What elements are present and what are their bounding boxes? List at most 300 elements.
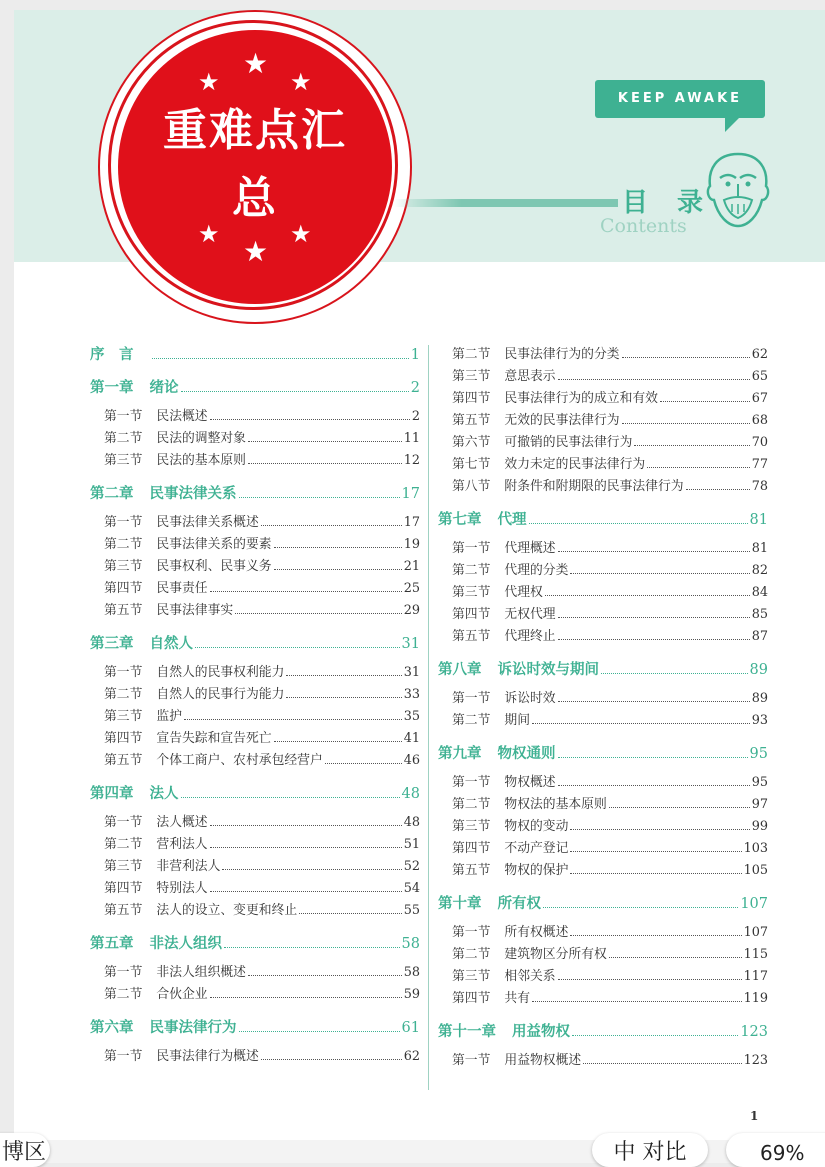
- dot-leader: [261, 525, 402, 526]
- section-page: 35: [403, 709, 420, 724]
- dot-leader: [558, 617, 750, 618]
- section-number: 第三节: [452, 969, 491, 984]
- toc-section-row[interactable]: [438, 343, 768, 365]
- stamp-text-line2: 总: [232, 173, 278, 224]
- toc-section-row[interactable]: [438, 559, 768, 581]
- toc-section-row[interactable]: [90, 1045, 420, 1067]
- chapter-number: 第三章: [90, 635, 134, 652]
- section-page: 119: [743, 991, 768, 1006]
- toc-section-row[interactable]: [90, 833, 420, 855]
- section-number: 第五节: [104, 603, 143, 618]
- section-page: 25: [403, 581, 420, 596]
- section-page: 62: [751, 347, 768, 362]
- chapter-title: 用益物权: [512, 1023, 570, 1040]
- section-title: 宣告失踪和宣告死亡: [156, 731, 272, 746]
- section-title: 民法的基本原则: [156, 453, 246, 468]
- section-title: 意思表示: [504, 369, 556, 384]
- toc-section-row[interactable]: [90, 749, 420, 771]
- section-page: 81: [751, 541, 768, 556]
- section-page: 78: [751, 479, 768, 494]
- section-number: 第三节: [104, 859, 143, 874]
- section-number: 第一节: [104, 409, 143, 424]
- toc-section-row[interactable]: [90, 661, 420, 683]
- section-number: 第四节: [104, 581, 143, 596]
- toc-section-row[interactable]: [438, 687, 768, 709]
- chapter-number: 第八章: [438, 661, 482, 678]
- section-title: 效力未定的民事法律行为: [504, 457, 646, 472]
- section-page: 93: [751, 713, 768, 728]
- section-title: 法人概述: [156, 815, 208, 830]
- star-icon: ★: [243, 235, 269, 268]
- section-title: 物权的变动: [504, 819, 569, 834]
- toc-section-row[interactable]: [90, 599, 420, 621]
- dot-leader: [601, 673, 748, 674]
- section-title: 监护: [156, 709, 182, 724]
- dot-leader: [686, 489, 750, 490]
- section-title: 特别法人: [156, 881, 208, 896]
- section-page: 12: [403, 453, 420, 468]
- section-number: 第二节: [452, 713, 491, 728]
- section-number: 第五节: [104, 753, 143, 768]
- toc-section-row[interactable]: [438, 603, 768, 625]
- dot-leader: [572, 1035, 738, 1036]
- toc-chapter-row[interactable]: [90, 482, 420, 504]
- section-page: 65: [751, 369, 768, 384]
- dot-leader: [181, 391, 409, 392]
- chapter-page: 48: [401, 786, 420, 802]
- dot-leader: [261, 1059, 402, 1060]
- section-number: 第二节: [104, 431, 143, 446]
- chapter-number: 序 言: [90, 346, 134, 363]
- toc-right-column: [438, 343, 768, 1071]
- toc-chapter-row[interactable]: [438, 1020, 768, 1042]
- section-title: 民事法律关系概述: [156, 515, 259, 530]
- dot-leader: [152, 358, 409, 359]
- dot-leader: [529, 523, 748, 524]
- section-number: 第二节: [452, 797, 491, 812]
- section-page: 54: [403, 881, 420, 896]
- chapter-number: 第六章: [90, 1019, 134, 1036]
- dot-leader: [181, 797, 400, 798]
- dot-leader: [222, 869, 401, 870]
- dot-leader: [532, 723, 750, 724]
- dot-leader: [570, 935, 741, 936]
- keep-awake-badge: KEEP AWAKE: [595, 80, 765, 118]
- section-page: 117: [743, 969, 768, 984]
- document-page: [14, 10, 825, 1140]
- section-page: 103: [743, 841, 768, 856]
- dot-leader: [570, 873, 741, 874]
- toc-section-row[interactable]: [438, 387, 768, 409]
- section-title: 个体工商户、农村承包经营户: [156, 753, 323, 768]
- toc-section-row[interactable]: [438, 475, 768, 497]
- toc-section-row[interactable]: [438, 537, 768, 559]
- toc-chapter-row[interactable]: [90, 932, 420, 954]
- chapter-title: 民事法律行为: [149, 1019, 237, 1036]
- dot-leader: [248, 975, 402, 976]
- dot-leader: [543, 907, 738, 908]
- section-title: 代理概述: [504, 541, 556, 556]
- section-title: 物权的保护: [504, 863, 569, 878]
- section-page: 95: [751, 775, 768, 790]
- toc-chapter-row[interactable]: [90, 1016, 420, 1038]
- dot-leader: [622, 357, 750, 358]
- dot-leader: [532, 1001, 742, 1002]
- toc-chapter-row[interactable]: [90, 376, 420, 398]
- section-number: 第一节: [452, 925, 491, 940]
- toc-chapter-row[interactable]: [438, 658, 768, 680]
- dot-leader: [558, 701, 750, 702]
- compare-button[interactable]: 中 对比: [592, 1133, 708, 1167]
- toc-section-row[interactable]: [90, 533, 420, 555]
- section-page: 105: [743, 863, 768, 878]
- dot-leader: [634, 445, 749, 446]
- section-title: 附条件和附期限的民事法律行为: [504, 479, 684, 494]
- dot-leader: [583, 1063, 741, 1064]
- section-title: 民法概述: [156, 409, 208, 424]
- toc-section-row[interactable]: [438, 1049, 768, 1071]
- dot-leader: [325, 763, 402, 764]
- section-page: 33: [403, 687, 420, 702]
- toc-section-row[interactable]: [438, 771, 768, 793]
- section-page: 46: [403, 753, 420, 768]
- toc-section-row[interactable]: [438, 793, 768, 815]
- toc-section-row[interactable]: [438, 921, 768, 943]
- section-page: 58: [403, 965, 420, 980]
- section-title: 物权法的基本原则: [504, 797, 607, 812]
- toc-left-column: [90, 343, 420, 1067]
- section-page: 59: [403, 987, 420, 1002]
- toc-section-row[interactable]: [90, 577, 420, 599]
- section-title: 民事法律行为概述: [156, 1049, 259, 1064]
- dot-leader: [660, 401, 750, 402]
- section-number: 第一节: [452, 775, 491, 790]
- section-number: 第二节: [104, 687, 143, 702]
- section-page: 31: [403, 665, 420, 680]
- toc-section-row[interactable]: [90, 555, 420, 577]
- section-title: 诉讼时效: [504, 691, 556, 706]
- toc-section-row[interactable]: [438, 965, 768, 987]
- section-page: 82: [751, 563, 768, 578]
- chapter-title: 诉讼时效与期间: [497, 661, 599, 678]
- chapter-title: 法人: [149, 785, 179, 802]
- section-number: 第二节: [452, 347, 491, 362]
- chapter-number: 第一章: [90, 379, 134, 396]
- section-number: 第三节: [104, 453, 143, 468]
- dot-leader: [299, 913, 402, 914]
- dot-leader: [195, 647, 400, 648]
- section-title: 相邻关系: [504, 969, 556, 984]
- toc-subtitle: Contents: [600, 215, 687, 237]
- star-icon: ★: [290, 220, 312, 248]
- dot-leader: [622, 423, 750, 424]
- star-icon: ★: [243, 47, 269, 80]
- toc-chapter-row[interactable]: [90, 343, 420, 365]
- toc-section-row[interactable]: [438, 859, 768, 881]
- toc-section-row[interactable]: [90, 899, 420, 921]
- dot-leader: [570, 573, 749, 574]
- section-title: 民事法律关系的要素: [156, 537, 272, 552]
- chapter-title: 民事法律关系: [149, 485, 237, 502]
- section-page: 107: [743, 925, 768, 940]
- chapter-page: 1: [410, 347, 420, 363]
- dot-leader: [286, 697, 401, 698]
- toc-section-row[interactable]: [438, 943, 768, 965]
- section-number: 第三节: [452, 585, 491, 600]
- section-title: 民事法律事实: [156, 603, 234, 618]
- section-title: 无效的民事法律行为: [504, 413, 620, 428]
- section-title: 无权代理: [504, 607, 556, 622]
- chapter-number: 第九章: [438, 745, 482, 762]
- dot-leader: [286, 675, 401, 676]
- toc-title: 目 录: [622, 188, 714, 218]
- chapter-title: 所有权: [497, 895, 541, 912]
- section-title: 合伙企业: [156, 987, 208, 1002]
- dot-leader: [558, 639, 750, 640]
- toc-section-row[interactable]: [90, 855, 420, 877]
- section-page: 68: [751, 413, 768, 428]
- chapter-number: 第十一章: [438, 1023, 496, 1040]
- section-title: 自然人的民事权利能力: [156, 665, 285, 680]
- chapter-page: 31: [401, 636, 420, 652]
- dot-leader: [570, 851, 741, 852]
- stamp-text-line1: 重难点汇: [163, 105, 347, 156]
- dot-leader: [647, 467, 750, 468]
- section-number: 第六节: [452, 435, 491, 450]
- section-number: 第五节: [104, 903, 143, 918]
- section-number: 第二节: [452, 563, 491, 578]
- badge-speech-tail: [725, 118, 739, 132]
- toc-section-row[interactable]: [90, 705, 420, 727]
- section-number: 第三节: [104, 709, 143, 724]
- toc-section-row[interactable]: [438, 709, 768, 731]
- section-title: 不动产登记: [504, 841, 569, 856]
- chapter-page: 58: [401, 936, 420, 952]
- section-title: 民事法律行为的分类: [504, 347, 620, 362]
- section-page: 70: [751, 435, 768, 450]
- dot-leader: [239, 497, 400, 498]
- section-number: 第五节: [452, 629, 491, 644]
- toc-section-row[interactable]: [438, 365, 768, 387]
- chapter-number: 第四章: [90, 785, 134, 802]
- section-number: 第四节: [452, 607, 491, 622]
- chapter-number: 第二章: [90, 485, 134, 502]
- section-title: 民事责任: [156, 581, 208, 596]
- section-title: 营利法人: [156, 837, 208, 852]
- toc-section-row[interactable]: [438, 625, 768, 647]
- star-icon: ★: [290, 68, 312, 96]
- toc-section-row[interactable]: [90, 811, 420, 833]
- section-number: 第三节: [104, 559, 143, 574]
- dot-leader: [224, 947, 400, 948]
- section-page: 62: [403, 1049, 420, 1064]
- chapter-page: 107: [740, 896, 768, 912]
- section-title: 可撤销的民事法律行为: [504, 435, 633, 450]
- dot-leader: [558, 979, 742, 980]
- dot-leader: [274, 741, 402, 742]
- chapter-title: 非法人组织: [149, 935, 222, 952]
- toc-section-row[interactable]: [90, 961, 420, 983]
- section-title: 自然人的民事行为能力: [156, 687, 285, 702]
- section-page: 123: [743, 1053, 768, 1068]
- dot-leader: [210, 891, 402, 892]
- chapter-page: 81: [749, 512, 768, 528]
- chapter-title: 代理: [497, 511, 527, 528]
- section-number: 第三节: [452, 369, 491, 384]
- section-page: 77: [751, 457, 768, 472]
- section-title: 共有: [504, 991, 530, 1006]
- section-page: 19: [403, 537, 420, 552]
- section-number: 第四节: [104, 731, 143, 746]
- toc-section-row[interactable]: [438, 453, 768, 475]
- section-number: 第一节: [452, 541, 491, 556]
- section-number: 第二节: [452, 947, 491, 962]
- dot-leader: [184, 719, 402, 720]
- toc-chapter-row[interactable]: [90, 632, 420, 654]
- section-page: 55: [403, 903, 420, 918]
- toc-section-row[interactable]: [90, 449, 420, 471]
- section-page: 84: [751, 585, 768, 600]
- chapter-page: 95: [749, 746, 768, 762]
- toc-section-row[interactable]: [438, 837, 768, 859]
- section-page: 29: [403, 603, 420, 618]
- section-number: 第一节: [104, 1049, 143, 1064]
- section-title: 非法人组织概述: [156, 965, 246, 980]
- dot-leader: [545, 595, 750, 596]
- section-page: 89: [751, 691, 768, 706]
- toc-section-row[interactable]: [438, 987, 768, 1009]
- section-page: 17: [403, 515, 420, 530]
- section-number: 第七节: [452, 457, 491, 472]
- toc-section-row[interactable]: [438, 815, 768, 837]
- chapter-number: 第五章: [90, 935, 134, 952]
- dot-leader: [210, 825, 402, 826]
- dot-leader: [235, 613, 402, 614]
- star-icon: ★: [198, 68, 220, 96]
- section-page: 115: [743, 947, 768, 962]
- toc-chapter-row[interactable]: [90, 782, 420, 804]
- section-number: 第五节: [452, 863, 491, 878]
- toc-section-row[interactable]: [90, 427, 420, 449]
- section-title: 民事权利、民事义务: [156, 559, 272, 574]
- section-number: 第一节: [104, 665, 143, 680]
- section-title: 法人的设立、变更和终止: [156, 903, 298, 918]
- section-number: 第一节: [104, 515, 143, 530]
- toc-section-row[interactable]: [90, 511, 420, 533]
- section-number: 第三节: [452, 819, 491, 834]
- section-title: 物权概述: [504, 775, 556, 790]
- dot-leader: [248, 463, 402, 464]
- section-page: 41: [403, 731, 420, 746]
- chapter-page: 89: [749, 662, 768, 678]
- section-number: 第一节: [104, 965, 143, 980]
- section-title: 代理终止: [504, 629, 556, 644]
- section-number: 第五节: [452, 413, 491, 428]
- red-seal-stamp: [100, 12, 410, 322]
- dot-leader: [570, 829, 749, 830]
- section-page: 21: [403, 559, 420, 574]
- section-page: 85: [751, 607, 768, 622]
- section-title: 民法的调整对象: [156, 431, 246, 446]
- dot-leader: [210, 847, 402, 848]
- section-number: 第四节: [452, 841, 491, 856]
- section-page: 67: [751, 391, 768, 406]
- dot-leader: [558, 785, 750, 786]
- section-page: 97: [751, 797, 768, 812]
- dot-leader: [239, 1031, 400, 1032]
- column-divider: [428, 345, 429, 1090]
- dot-leader: [210, 591, 402, 592]
- chapter-number: 第七章: [438, 511, 482, 528]
- toc-section-row[interactable]: [438, 431, 768, 453]
- toc-chapter-row[interactable]: [438, 892, 768, 914]
- section-title: 所有权概述: [504, 925, 569, 940]
- toc-section-row[interactable]: [90, 983, 420, 1005]
- section-title: 代理权: [504, 585, 543, 600]
- toc-section-row[interactable]: [90, 727, 420, 749]
- chapter-page: 61: [401, 1020, 420, 1036]
- section-page: 48: [403, 815, 420, 830]
- section-number: 第二节: [104, 837, 143, 852]
- section-number: 第一节: [452, 691, 491, 706]
- dot-leader: [558, 757, 748, 758]
- chapter-page: 2: [410, 380, 420, 396]
- dot-leader: [609, 807, 750, 808]
- toc-chapter-row[interactable]: [438, 508, 768, 530]
- chapter-title: 自然人: [149, 635, 193, 652]
- chapter-title: 绪论: [149, 379, 179, 396]
- toc-section-row[interactable]: [90, 877, 420, 899]
- section-page: 99: [751, 819, 768, 834]
- section-page: 11: [403, 431, 420, 446]
- toc-section-row[interactable]: [438, 409, 768, 431]
- heading-rule: [394, 199, 618, 207]
- toc-section-row[interactable]: [90, 683, 420, 705]
- section-title: 民事法律行为的成立和有效: [504, 391, 658, 406]
- toc-section-row[interactable]: [438, 581, 768, 603]
- section-title: 非营利法人: [156, 859, 221, 874]
- section-page: 52: [403, 859, 420, 874]
- toc-chapter-row[interactable]: [438, 742, 768, 764]
- section-title: 用益物权概述: [504, 1053, 582, 1068]
- dot-leader: [609, 957, 742, 958]
- dot-leader: [558, 551, 750, 552]
- bearded-face-icon: [702, 150, 774, 230]
- dot-leader: [274, 569, 402, 570]
- section-number: 第八节: [452, 479, 491, 494]
- star-icon: ★: [198, 220, 220, 248]
- section-number: 第四节: [452, 991, 491, 1006]
- section-title: 期间: [504, 713, 530, 728]
- chapter-title: 物权通则: [497, 745, 556, 762]
- section-page: 51: [403, 837, 420, 852]
- zoom-level[interactable]: 69%: [726, 1133, 825, 1167]
- page-number: 1: [750, 1109, 759, 1123]
- section-number: 第一节: [104, 815, 143, 830]
- section-number: 第四节: [452, 391, 491, 406]
- section-number: 第一节: [452, 1053, 491, 1068]
- chapter-page: 123: [740, 1024, 768, 1040]
- section-title: 代理的分类: [504, 563, 569, 578]
- section-number: 第四节: [104, 881, 143, 896]
- dot-leader: [558, 379, 750, 380]
- section-number: 第二节: [104, 987, 143, 1002]
- dot-leader: [248, 441, 402, 442]
- section-page: 2: [411, 409, 420, 424]
- dot-leader: [210, 997, 402, 998]
- viewer-left-pill[interactable]: 博区: [0, 1133, 50, 1167]
- toc-section-row[interactable]: [90, 405, 420, 427]
